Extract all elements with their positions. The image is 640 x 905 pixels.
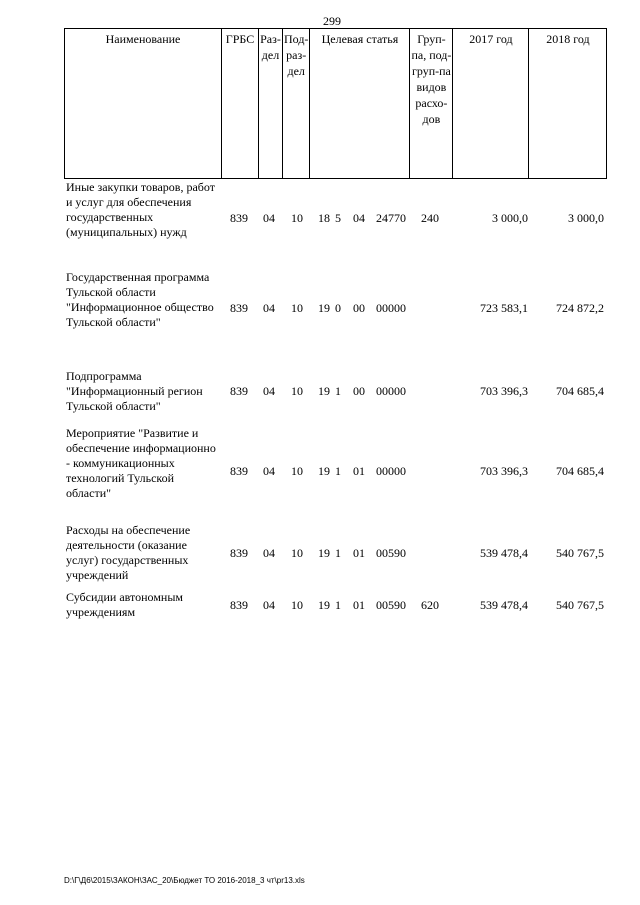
page-number: 299 xyxy=(323,14,341,28)
row-name: Мероприятие "Развитие и обеспечение информационно - коммуникационных технологий Тульской области" xyxy=(66,426,216,500)
row-target-3: 00 xyxy=(353,301,365,315)
row-grbs: 839 xyxy=(230,301,248,315)
row-target-1: 19 xyxy=(318,464,330,478)
row-podrazdel: 10 xyxy=(291,464,303,478)
row-name: Расходы на обеспечение деятельности (оказание услуг) государственных учреждений xyxy=(66,523,191,582)
row-podrazdel: 10 xyxy=(291,384,303,398)
row-grbs: 839 xyxy=(230,464,248,478)
row-target-2: 1 xyxy=(335,384,341,398)
table-row xyxy=(64,369,606,419)
footer-file-path: D:\Г\Д6\2015\ЗАКОН\ЗАС_20\Бюджет ТО 2016-2018_3 чт\pr13.xls xyxy=(64,876,305,885)
row-target-3: 00 xyxy=(353,384,365,398)
row-target-3: 04 xyxy=(353,211,365,225)
row-grbs: 839 xyxy=(230,211,248,225)
row-target-1: 19 xyxy=(318,301,330,315)
row-target-3: 01 xyxy=(353,546,365,560)
col-target-header: Целевая статья xyxy=(310,29,410,179)
row-name: Подпрограмма "Информационный регион Тульской области" xyxy=(66,369,203,413)
row-2017: 723 583,1 xyxy=(480,301,528,315)
col-group-header: Груп-па, под-груп-па видов расхо-дов xyxy=(410,29,453,179)
row-target-2: 1 xyxy=(335,546,341,560)
row-target-4: 00000 xyxy=(376,301,406,315)
row-target-4: 00590 xyxy=(376,546,406,560)
table-header xyxy=(64,28,607,179)
table-row xyxy=(64,523,606,588)
row-razdel: 04 xyxy=(263,464,275,478)
row-group: 240 xyxy=(421,211,439,225)
row-2017: 3 000,0 xyxy=(492,211,528,225)
table-row xyxy=(64,270,606,350)
table-row xyxy=(64,180,606,260)
row-grbs: 839 xyxy=(230,384,248,398)
col-podrazdel-header: Под-раз-дел xyxy=(283,29,310,179)
row-target-2: 5 xyxy=(335,211,341,225)
row-2018: 3 000,0 xyxy=(568,211,604,225)
row-podrazdel: 10 xyxy=(291,301,303,315)
row-grbs: 839 xyxy=(230,598,248,612)
row-grbs: 839 xyxy=(230,546,248,560)
row-target-2: 1 xyxy=(335,464,341,478)
row-group: 620 xyxy=(421,598,439,612)
row-target-3: 01 xyxy=(353,464,365,478)
row-target-2: 0 xyxy=(335,301,341,315)
col-2017-header: 2017 год xyxy=(453,29,529,179)
row-name: Государственная программа Тульской области "Информационное общество Тульской области" xyxy=(66,270,214,329)
row-target-1: 18 xyxy=(318,211,330,225)
row-2018: 704 685,4 xyxy=(556,384,604,398)
row-2017: 539 478,4 xyxy=(480,546,528,560)
col-2018-header: 2018 год xyxy=(529,29,607,179)
row-2017: 703 396,3 xyxy=(480,384,528,398)
row-podrazdel: 10 xyxy=(291,546,303,560)
row-razdel: 04 xyxy=(263,384,275,398)
row-target-4: 00590 xyxy=(376,598,406,612)
row-target-4: 00000 xyxy=(376,464,406,478)
row-razdel: 04 xyxy=(263,546,275,560)
col-grbs-header: ГРБС xyxy=(222,29,259,179)
row-target-4: 00000 xyxy=(376,384,406,398)
col-name-header: Наименование xyxy=(65,29,222,179)
row-target-1: 19 xyxy=(318,546,330,560)
row-2018: 724 872,2 xyxy=(556,301,604,315)
row-podrazdel: 10 xyxy=(291,598,303,612)
row-2017: 539 478,4 xyxy=(480,598,528,612)
row-podrazdel: 10 xyxy=(291,211,303,225)
table-row xyxy=(64,590,606,625)
row-target-3: 01 xyxy=(353,598,365,612)
row-2018: 540 767,5 xyxy=(556,598,604,612)
row-razdel: 04 xyxy=(263,211,275,225)
row-target-1: 19 xyxy=(318,598,330,612)
col-razdel-header: Раз-дел xyxy=(259,29,283,179)
row-2018: 704 685,4 xyxy=(556,464,604,478)
row-target-2: 1 xyxy=(335,598,341,612)
row-target-4: 24770 xyxy=(376,211,406,225)
row-razdel: 04 xyxy=(263,598,275,612)
row-2017: 703 396,3 xyxy=(480,464,528,478)
row-2018: 540 767,5 xyxy=(556,546,604,560)
row-razdel: 04 xyxy=(263,301,275,315)
row-name: Субсидии автономным учреждениям xyxy=(66,590,183,619)
row-name: Иные закупки товаров, работ и услуг для обеспечения государственных (муниципальных) нужд xyxy=(66,180,215,239)
row-target-1: 19 xyxy=(318,384,330,398)
table-row xyxy=(64,426,606,521)
